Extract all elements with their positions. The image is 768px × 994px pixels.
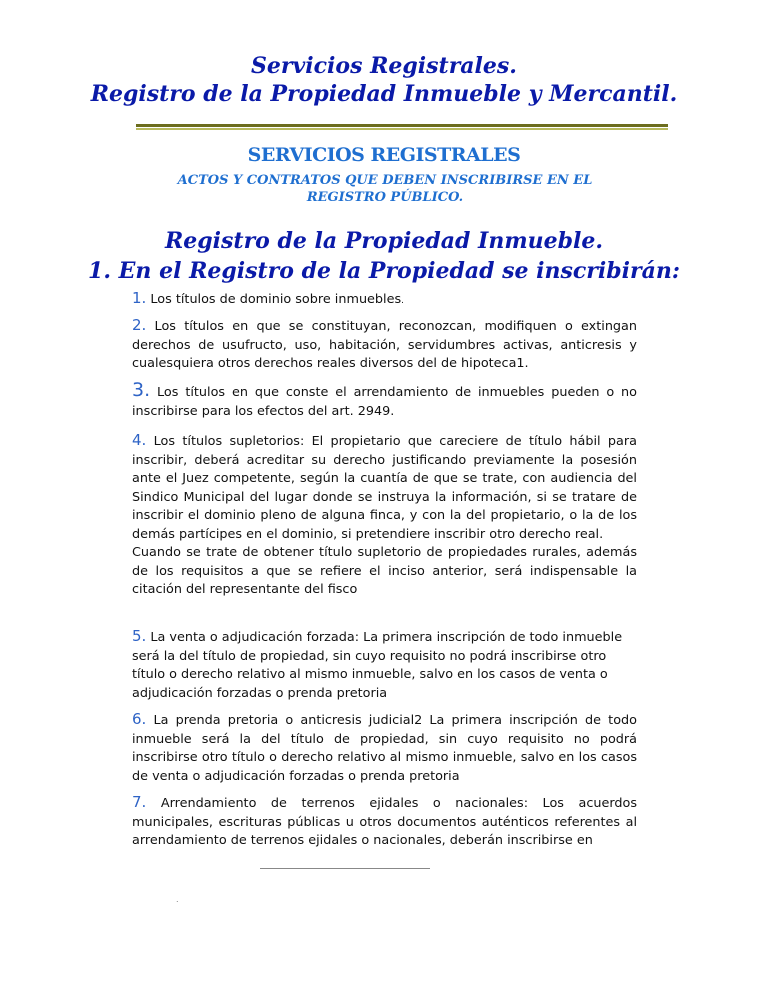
item-text: La prenda pretoria o anticresis judicial2 La primera inscripción de todo inmueble será la del título de propiedad, sin cuyo requisito no podrá inscribirse otro título o derecho relativo al mismo inmueble, salvo en los casos de venta o adjudicación forzadas o prenda pretoria <box>132 713 637 784</box>
header-divider <box>136 124 668 127</box>
item-text: Los títulos supletorios: El propietario que careciere de título hábil para inscribir, deberá acreditar su derecho justificando previamente la posesión ante el Juez competente, según la cuantía de que se trate, con audiencia del Sindico Municipal del lugar donde se instruya la información, si se tratare de inscribir el dominio pleno de alguna finca, y con la del propietario, o la de los demás partícipes en el dominio, si pretendiere inscribir otro derecho real. <box>132 434 637 542</box>
item-number: 6. <box>132 710 147 728</box>
list-item <box>132 431 637 600</box>
section-subtitle: ACTOS Y CONTRATOS QUE DEBEN INSCRIBIRSE EN EL REGISTRO PÚBLICO. <box>177 173 593 205</box>
list-item <box>132 793 637 851</box>
registry-subheading: 1. En el Registro de la Propiedad se inscribirán: <box>88 258 680 284</box>
item-tail: . <box>401 296 405 306</box>
item-number: 7. <box>132 793 147 811</box>
item-text: Los títulos de dominio sobre inmuebles <box>146 292 402 307</box>
list-item <box>132 710 637 786</box>
header-title-line2: Registro de la Propiedad Inmueble y Mercantil. <box>90 81 678 107</box>
item-number: 4. <box>132 431 147 449</box>
list-item <box>132 627 637 703</box>
list-item <box>132 381 637 421</box>
item-number: 1. <box>132 289 147 307</box>
registry-heading: Registro de la Propiedad Inmueble. <box>165 228 603 254</box>
header-title-line1: Servicios Registrales. <box>251 53 517 79</box>
list-item <box>132 289 637 311</box>
item-text-continued: Cuando se trate de obtener título supletorio de propiedades rurales, además de los requisitos a que se refiere el inciso anterior, será indispensable la citación del representante del fisco <box>132 545 637 597</box>
footnote-divider <box>260 868 430 869</box>
list-item <box>132 316 637 374</box>
section-title: SERVICIOS REGISTRALES <box>247 144 521 166</box>
item-number: 5. <box>132 627 147 645</box>
header-divider-light <box>136 128 668 130</box>
footnote-mark: . <box>176 895 179 904</box>
item-text: Los títulos en que conste el arrendamiento de inmuebles pueden o no inscribirse para los efectos del art. 2949. <box>132 385 637 419</box>
item-text: Arrendamiento de terrenos ejidales o nacionales: Los acuerdos municipales, escrituras públicas u otros documentos auténticos referentes al arrendamiento de terrenos ejidales o nacionales, deberán inscribirse en <box>132 796 637 848</box>
item-text: Los títulos en que se constituyan, reconozcan, modifiquen o extingan derechos de usufructo, uso, habitación, servidumbres activas, anticresis y cualesquiera otros derechos reales diversos del de hipoteca1. <box>132 319 637 371</box>
item-text: La venta o adjudicación forzada: La primera inscripción de todo inmueble será la del título de propiedad, sin cuyo requisito no podrá inscribirse otro título o derecho relativo al mismo inmueble, salvo en los casos de venta o adjudicación forzadas o prenda pretoria <box>132 630 623 701</box>
item-number: 3. <box>132 379 151 401</box>
item-number: 2. <box>132 316 147 334</box>
